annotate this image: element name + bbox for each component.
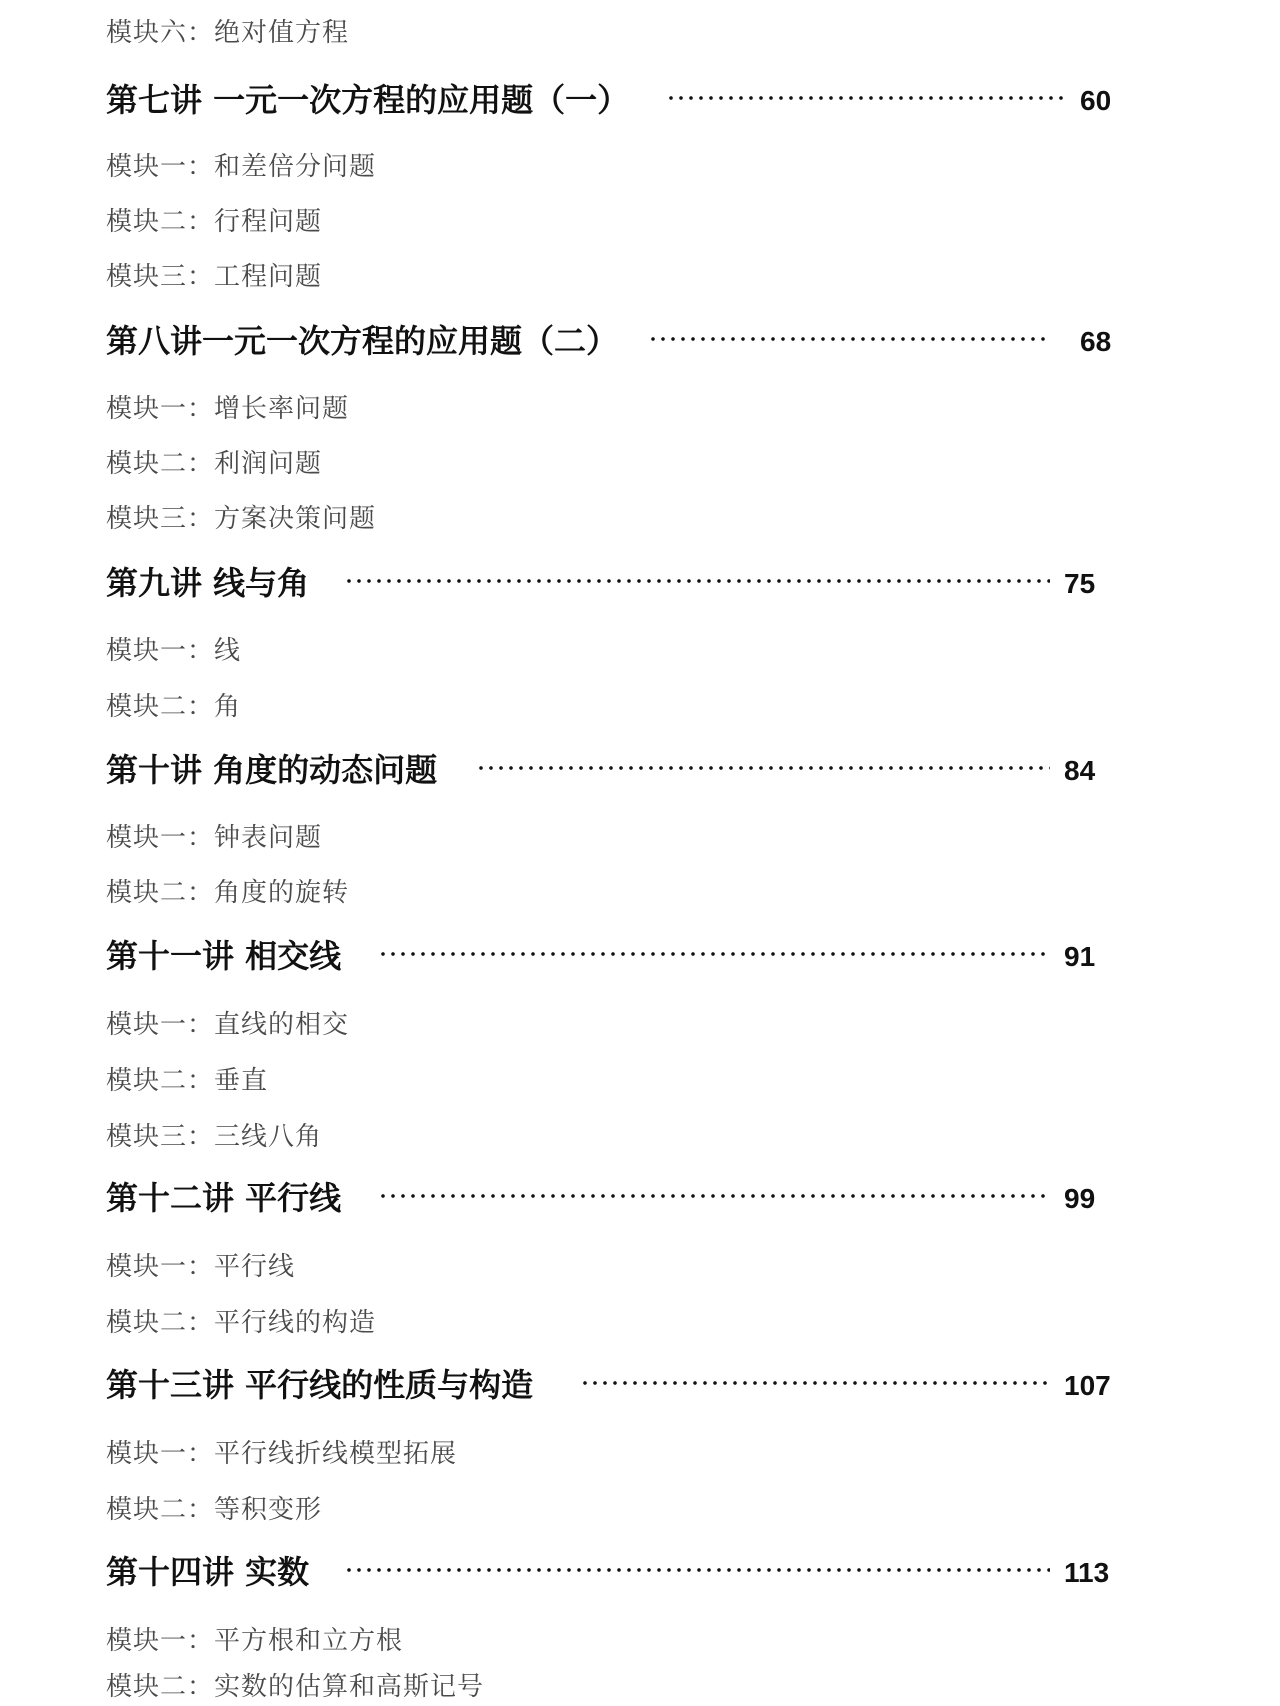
- chapter-title: 第九讲 线与角: [106, 564, 310, 602]
- chapter-title: 第十三讲 平行线的性质与构造: [106, 1366, 534, 1404]
- module-entry: 模块一：钟表问题: [106, 823, 323, 853]
- module-entry: 模块一：平方根和立方根: [106, 1626, 404, 1656]
- module-entry: 模块一：和差倍分问题: [106, 152, 377, 182]
- dot-leader: [344, 571, 1050, 591]
- chapter-entry-11[interactable]: [106, 932, 1116, 980]
- module-entry: 模块二：角: [106, 692, 242, 722]
- dot-leader: [378, 944, 1050, 964]
- dot-leader: [580, 1373, 1050, 1393]
- chapter-entry-7[interactable]: [106, 76, 1116, 124]
- page-number: 91: [1064, 941, 1096, 972]
- page-number: 99: [1064, 1183, 1096, 1214]
- chapter-entry-10[interactable]: [106, 746, 1116, 794]
- module-entry: 模块一：平行线: [106, 1252, 296, 1282]
- page-number: 60: [1080, 85, 1112, 116]
- module-entry: 模块三：三线八角: [106, 1122, 323, 1152]
- chapter-title: 第十一讲 相交线: [106, 937, 342, 975]
- module-entry: 模块六：绝对值方程: [106, 18, 350, 48]
- chapter-entry-12[interactable]: [106, 1174, 1116, 1222]
- module-entry: 模块一：平行线折线模型拓展: [106, 1439, 458, 1469]
- module-entry: 模块二：等积变形: [106, 1495, 323, 1525]
- chapter-title: 第十四讲 实数: [106, 1553, 310, 1591]
- page-number: 75: [1064, 568, 1096, 599]
- module-entry: 模块二：平行线的构造: [106, 1308, 377, 1338]
- dot-leader: [648, 329, 1050, 349]
- module-entry: 模块二：利润问题: [106, 449, 323, 479]
- page-number: 113: [1064, 1557, 1110, 1588]
- chapter-entry-9[interactable]: [106, 559, 1116, 607]
- module-entry: 模块一：增长率问题: [106, 394, 350, 424]
- module-entry: 模块一：线: [106, 636, 242, 666]
- chapter-title: 第十讲 角度的动态问题: [106, 751, 438, 789]
- dot-leader: [476, 758, 1050, 778]
- module-entry: 模块三：工程问题: [106, 262, 323, 292]
- chapter-entry-8[interactable]: [106, 317, 1116, 365]
- page-number: 68: [1080, 326, 1112, 357]
- module-entry: 模块一：直线的相交: [106, 1010, 350, 1040]
- module-entry: 模块二：行程问题: [106, 207, 323, 237]
- chapter-title: 第七讲 一元一次方程的应用题（一）: [106, 81, 630, 119]
- chapter-title: 第十二讲 平行线: [106, 1179, 342, 1217]
- module-entry: 模块二：角度的旋转: [106, 878, 350, 908]
- module-entry: 模块二：实数的估算和高斯记号: [106, 1672, 485, 1702]
- module-entry: 模块二：垂直: [106, 1066, 269, 1096]
- chapter-entry-14[interactable]: [106, 1548, 1116, 1596]
- page-number: 84: [1064, 755, 1096, 786]
- module-entry: 模块三：方案决策问题: [106, 504, 377, 534]
- dot-leader: [378, 1186, 1050, 1206]
- dot-leader: [666, 88, 1068, 108]
- dot-leader: [344, 1560, 1050, 1580]
- page-number: 107: [1064, 1370, 1111, 1401]
- chapter-title: 第八讲一元一次方程的应用题（二）: [106, 322, 619, 360]
- chapter-entry-13[interactable]: [106, 1361, 1116, 1409]
